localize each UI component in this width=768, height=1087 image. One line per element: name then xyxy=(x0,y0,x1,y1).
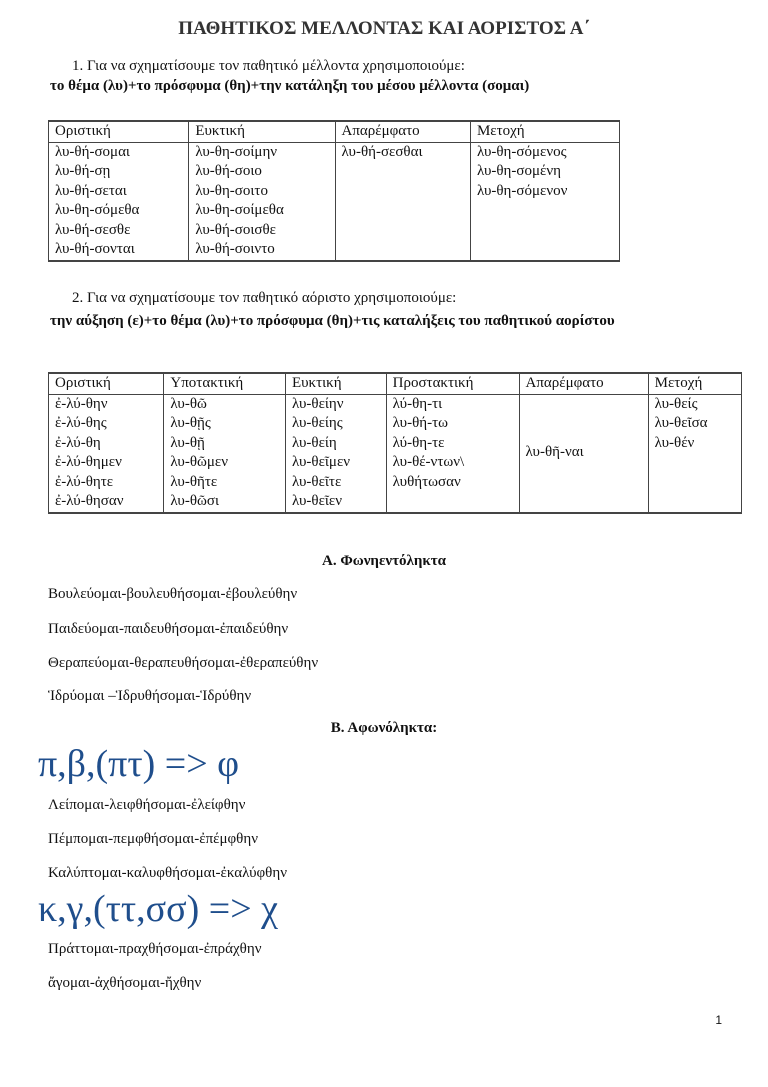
list-item: Θεραπεύομαι-θεραπευθήσομαι-ἐθεραπεύθην xyxy=(48,655,319,671)
list-item: Παιδεύομαι-παιδευθήσομαι-ἐπαιδεύθην xyxy=(48,621,289,637)
section2-rule: την αύξηση (ε)+το θέμα (λυ)+το πρόσφυμα (θη)+τις καταλήξεις του παθητικού αορίστου xyxy=(50,313,615,329)
cell-line: ἐ-λύ-θην xyxy=(55,395,108,412)
heading-b: Β. Αφωνόληκτα: xyxy=(330,720,438,736)
cell-line: λυ-θη-σοιτο xyxy=(195,182,268,199)
table-cell xyxy=(285,394,386,513)
cell-line: λυ-θῆ-ναι xyxy=(525,444,584,461)
cell-line: λυ-θη-σόμενον xyxy=(476,182,568,199)
column-header: Απαρέμφατο xyxy=(335,121,470,142)
cell-line: λυ-θεῖεν xyxy=(291,493,342,509)
table-cell xyxy=(49,142,189,261)
table-cell xyxy=(648,394,741,513)
column-header: Οριστική xyxy=(49,373,164,394)
future-passive-table xyxy=(48,120,620,262)
aorist-passive-table xyxy=(48,372,742,514)
table-cell xyxy=(470,142,619,261)
list-item: Καλύπτομαι-καλυφθήσομαι-ἐκαλύφθην xyxy=(48,865,287,881)
table-cell xyxy=(49,394,164,513)
cell-line: λυ-θείς xyxy=(654,395,698,412)
section1-intro: 1. Για να σχηματίσουμε τον παθητικό μέλλοντα χρησιμοποιούμε: xyxy=(72,58,465,74)
page-number: 1 xyxy=(715,1013,722,1027)
column-header: Μετοχή xyxy=(470,121,619,142)
cell-line: ἐ-λύ-θη xyxy=(55,434,101,451)
cell-line: λυ-θεῖσα xyxy=(654,415,708,431)
heading-a: Α. Φωνηεντόληκτα xyxy=(322,553,446,569)
list-item: Βουλεύομαι-βουλευθήσομαι-ἐβουλεύθην xyxy=(48,586,298,602)
cell-line: λύ-θη-τε xyxy=(392,434,445,451)
cell-line: λυ-θή-τω xyxy=(392,415,448,431)
column-header: Προστακτική xyxy=(386,373,519,394)
cell-line: λυ-θή-σῃ xyxy=(55,163,111,179)
cell-line: ἐ-λύ-θητε xyxy=(55,473,114,490)
cell-line: ἐ-λύ-θημεν xyxy=(55,454,122,470)
cell-line: λυθήτωσαν xyxy=(392,473,461,490)
column-header: Μετοχή xyxy=(648,373,741,394)
table-cell xyxy=(335,142,470,261)
column-header: Οριστική xyxy=(49,121,189,142)
column-header: Ευκτική xyxy=(189,121,335,142)
cell-line: λυ-θεῖτε xyxy=(291,473,342,490)
cell-line: λυ-θῶσι xyxy=(170,493,220,509)
list-item: Ἱδρύομαι –Ἱδρυθήσομαι-Ἱδρύθην xyxy=(48,688,252,704)
cell-line: λυ-θῆτε xyxy=(170,473,218,490)
column-header: Απαρέμφατο xyxy=(519,373,648,394)
cell-line: λυ-θή-σεσθαι xyxy=(341,143,423,160)
cell-line: ἐ-λύ-θησαν xyxy=(55,493,124,509)
cell-line: λυ-θέν xyxy=(654,434,695,451)
cell-line: λυ-θη-σοίμεθα xyxy=(195,202,284,218)
list-item: Πράττομαι-πραχθήσομαι-ἐπράχθην xyxy=(48,941,262,957)
rule-labials: π,β,(πτ) => φ xyxy=(38,743,240,785)
page-title: ΠΑΘΗΤΙΚΟΣ ΜΕΛΛΟΝΤΑΣ ΚΑΙ ΑΟΡΙΣΤΟΣ Α΄ xyxy=(178,18,590,39)
list-item: ἄγομαι-ἀχθήσομαι-ἤχθην xyxy=(48,975,202,991)
cell-line: λυ-θῇς xyxy=(170,415,211,431)
section1-rule: το θέμα (λυ)+το πρόσφυμα (θη)+την κατάληξη του μέσου μέλλοντα (σομαι) xyxy=(50,78,530,94)
cell-line: ἐ-λύ-θης xyxy=(55,415,107,431)
cell-line: λυ-θη-σοίμην xyxy=(195,143,278,160)
cell-line: λυ-θή-σοισθε xyxy=(195,221,276,238)
cell-line: λυ-θέ-ντων\ xyxy=(392,454,465,470)
column-header: Υποτακτική xyxy=(164,373,286,394)
cell-line: λυ-θή-σεται xyxy=(55,182,127,199)
table-cell xyxy=(189,142,335,261)
cell-line: λυ-θη-σόμεθα xyxy=(55,202,140,218)
cell-line: λυ-θεῖμεν xyxy=(291,454,351,470)
cell-line: λυ-θῶ xyxy=(170,395,207,412)
column-header: Ευκτική xyxy=(285,373,386,394)
section2-intro: 2. Για να σχηματίσουμε τον παθητικό αόριστο χρησιμοποιούμε: xyxy=(72,290,457,306)
cell-line: λυ-θείην xyxy=(291,395,344,412)
cell-line: λυ-θῶμεν xyxy=(170,454,229,470)
table-cell xyxy=(164,394,286,513)
cell-line: λυ-θη-σομένη xyxy=(476,163,561,179)
cell-line: λυ-θή-σοιο xyxy=(195,163,262,179)
cell-line: λυ-θῇ xyxy=(170,434,205,451)
table-cell xyxy=(386,394,519,513)
rule-gutturals: κ,γ,(ττ,σσ) => χ xyxy=(38,888,278,930)
cell-line: λυ-θείης xyxy=(291,415,343,431)
cell-line: λυ-θή-σοιντο xyxy=(195,241,275,257)
cell-line: λυ-θή-σεσθε xyxy=(55,221,131,238)
cell-line: λυ-θή-σονται xyxy=(55,241,135,257)
cell-line: λυ-θείη xyxy=(291,434,337,451)
cell-line: λυ-θη-σόμενος xyxy=(476,143,567,160)
list-item: Λείπομαι-λειφθήσομαι-ἐλείφθην xyxy=(48,797,246,813)
cell-line: λυ-θή-σομαι xyxy=(55,143,130,160)
table-cell xyxy=(519,394,648,513)
cell-line: λύ-θη-τι xyxy=(392,395,443,412)
list-item: Πέμπομαι-πεμφθήσομαι-ἐπέμφθην xyxy=(48,831,258,847)
